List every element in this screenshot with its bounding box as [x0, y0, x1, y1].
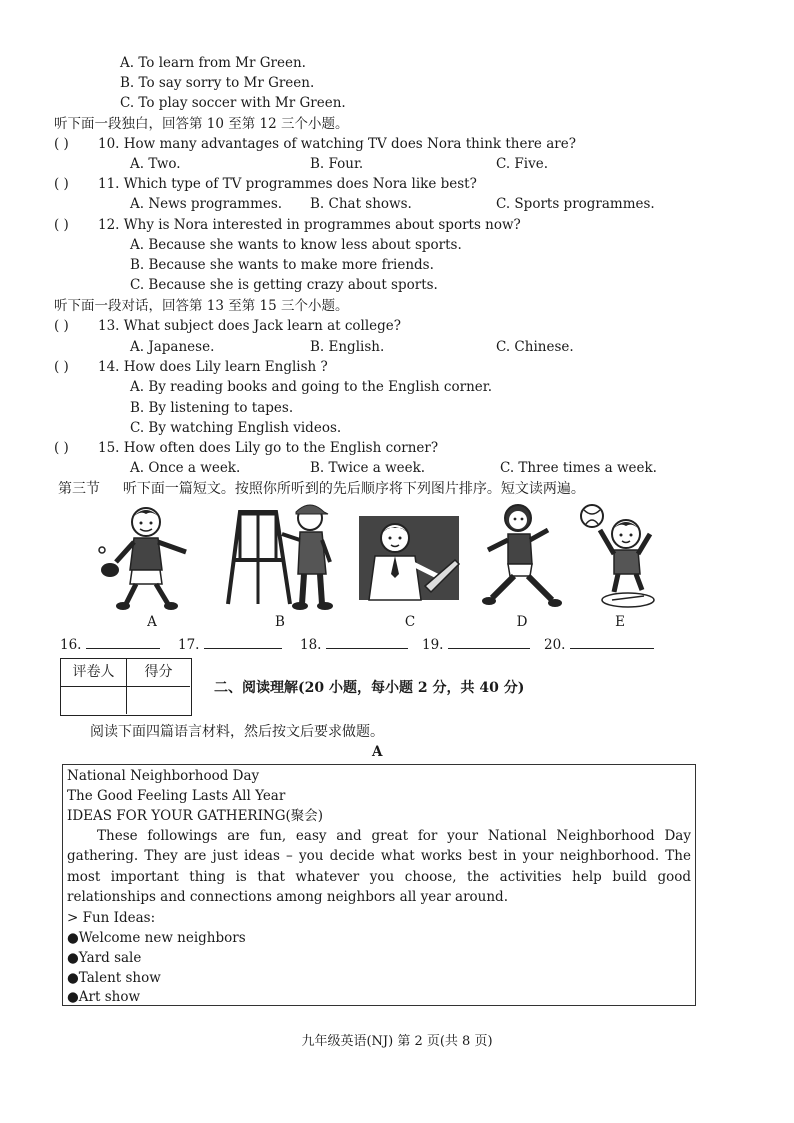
blank-number: 19.	[422, 637, 444, 653]
passage-title-2: The Good Feeling Lasts All Year	[67, 788, 286, 804]
answer-paren[interactable]: ( )	[54, 318, 69, 334]
blank-number: 18.	[300, 637, 322, 653]
answer-paren[interactable]: ( )	[54, 217, 69, 233]
answer-paren[interactable]: ( )	[54, 176, 69, 192]
picture-label-a: A	[147, 614, 157, 630]
q10-option-b: B. Four.	[310, 156, 364, 172]
question-10: 10. How many advantages of watching TV does Nora think there are?	[98, 136, 576, 152]
q12-option-a: A. Because she wants to know less about sports.	[130, 237, 462, 253]
answer-blank-18[interactable]	[300, 634, 408, 655]
blank-number: 20.	[544, 637, 566, 653]
answer-paren[interactable]: ( )	[54, 136, 69, 152]
section3-title: 第三节	[58, 481, 100, 497]
question-11: 11. Which type of TV programmes does Nora like best?	[98, 176, 477, 192]
q11-option-a: A. News programmes.	[130, 196, 283, 212]
passage-paragraph: These followings are fun, easy and great for your National Neighborhood Day gathering. They are just ideas – you decide what works best in your neighborhood. The most important thing is that whatever you choose, the activities help build good relationships and connections among neighbors all year around.	[67, 828, 691, 905]
answer-paren[interactable]: ( )	[54, 359, 69, 375]
blank-number: 17.	[178, 637, 200, 653]
score-cell[interactable]	[127, 687, 190, 714]
answer-paren[interactable]: ( )	[54, 440, 69, 456]
passage-a-box	[62, 764, 696, 1006]
picture-label-c: C	[404, 614, 416, 630]
bullet-item: ●Art show	[67, 989, 141, 1005]
fun-ideas-heading: > Fun Ideas:	[67, 910, 156, 926]
part2-instruction: 阅读下面四篇语言材料，然后按文后要求做题。	[90, 724, 384, 740]
picture-b-painting	[218, 500, 340, 612]
q14-option-b: B. By listening to tapes.	[130, 400, 294, 416]
q12-option-b: B. Because she wants to make more friends.	[130, 257, 434, 273]
section-monologue-heading: 听下面一段独白，回答第 10 至第 12 三个小题。	[54, 116, 349, 132]
section3-instruction: 听下面一篇短文。按照你所听到的先后顺序将下列图片排序。短文读两遍。	[122, 481, 585, 497]
q13-option-a: A. Japanese.	[130, 339, 215, 355]
picture-label-b: B	[275, 614, 285, 630]
q13-option-b: B. English.	[310, 339, 385, 355]
picture-c-computer	[355, 500, 463, 612]
bullet-item: ●Yard sale	[67, 950, 142, 966]
passage-a-label: A	[372, 744, 383, 760]
question-14: 14. How does Lily learn English ?	[98, 359, 328, 375]
q13-option-c: C. Chinese.	[496, 339, 574, 355]
q14-option-c: C. By watching English videos.	[130, 420, 342, 436]
blank-number: 16.	[60, 637, 82, 653]
grader-header: 评卷人	[61, 659, 127, 687]
answer-blank-19[interactable]	[422, 634, 530, 655]
grader-cell[interactable]	[61, 687, 127, 714]
score-header: 得分	[127, 659, 190, 687]
q10-option-a: A. Two.	[130, 156, 181, 172]
q9-option-a: A. To learn from Mr Green.	[120, 55, 306, 71]
passage-title-3: IDEAS FOR YOUR GATHERING(聚会)	[67, 808, 324, 824]
q11-option-c: C. Sports programmes.	[496, 196, 655, 212]
q14-option-a: A. By reading books and going to the English corner.	[130, 379, 493, 395]
answer-blank-16[interactable]	[60, 634, 160, 655]
question-12: 12. Why is Nora interested in programmes about sports now?	[98, 217, 521, 233]
q15-option-a: A. Once a week.	[130, 460, 241, 476]
q15-option-c: C. Three times a week.	[500, 460, 657, 476]
passage-title-1: National Neighborhood Day	[67, 768, 260, 784]
page-footer: 九年级英语(NJ) 第 2 页(共 8 页)	[301, 1034, 493, 1049]
answer-blank-17[interactable]	[178, 634, 282, 655]
score-table	[60, 658, 192, 716]
picture-d-running	[478, 500, 562, 612]
q12-option-c: C. Because she is getting crazy about sports.	[130, 277, 438, 293]
q9-option-b: B. To say sorry to Mr Green.	[120, 75, 315, 91]
picture-a-table-tennis	[96, 500, 196, 612]
bullet-item: ●Talent show	[67, 970, 161, 986]
q9-option-c: C. To play soccer with Mr Green.	[120, 95, 346, 111]
part2-title: 二、阅读理解(20 小题，每小题 2 分，共 40 分)	[214, 680, 525, 696]
picture-label-d: D	[516, 614, 528, 630]
q10-option-c: C. Five.	[496, 156, 549, 172]
section-dialogue-heading: 听下面一段对话，回答第 13 至第 15 三个小题。	[54, 298, 349, 314]
bullet-item: ●Welcome new neighbors	[67, 930, 246, 946]
question-13: 13. What subject does Jack learn at college?	[98, 318, 402, 334]
q11-option-b: B. Chat shows.	[310, 196, 412, 212]
section3-heading	[58, 479, 585, 499]
picture-label-e: E	[615, 614, 625, 630]
answer-blank-20[interactable]	[544, 634, 654, 655]
q15-option-b: B. Twice a week.	[310, 460, 426, 476]
question-15: 15. How often does Lily go to the English corner?	[98, 440, 439, 456]
picture-e-volleyball	[578, 500, 662, 612]
